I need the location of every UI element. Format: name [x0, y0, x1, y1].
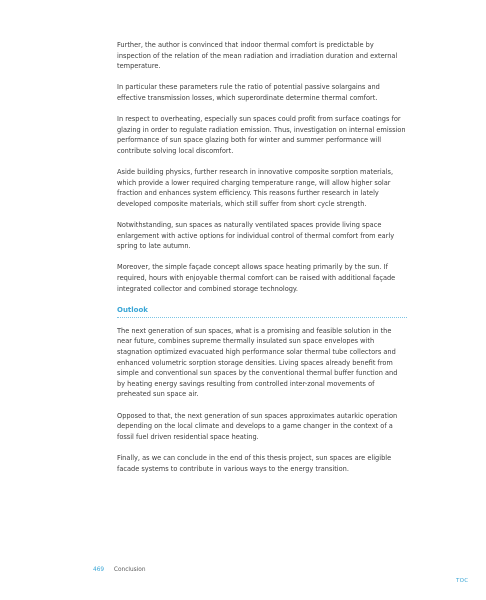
footer-section-title: Conclusion — [113, 567, 146, 573]
paragraph: Aside building physics, further research in innovative composite sorption materials, which provide a lower required charging temperature range, will allow higher solar fraction and enhances system efficiency. This reasons further research in lately developed composite materials, which still suffer from short cycle strength. — [117, 168, 394, 208]
page-footer — [93, 566, 146, 574]
paragraph: In respect to overheating, especially sun spaces could profit from surface coatings for glazing in order to regulate radiation emission. Thus, investigation on internal emission performance of sun space glazing both for winter and summer performance will contribute solving local discomfort. — [117, 115, 406, 155]
section-heading-outlook: Outlook — [117, 305, 407, 318]
page-content — [117, 40, 407, 485]
paragraph: Notwithstanding, sun spaces as naturally ventilated spaces provide living space enlargement with active options for individual control of thermal comfort from early spring to late autumn. — [117, 221, 395, 251]
section-heading-wrapper — [117, 305, 407, 318]
page-number: 469 — [93, 567, 105, 573]
paragraph: The next generation of sun spaces, what is a promising and feasible solution in the near future, combines supreme thermally insulated sun space envelopes with stagnation optimized evacuated high performance solar thermal tube collectors and enhanced volumetric sorption storage densities. Living spaces already benefit from simple and conventional sun spaces by the conventional thermal buffer function and by heating energy savings resulting from controlled inter-zonal movements of preheated sun space air. — [117, 326, 398, 399]
paragraph: Further, the author is convinced that indoor thermal comfort is predictable by inspection of the relation of the mean radiation and irradiation duration and external temperature. — [117, 41, 398, 71]
paragraph: In particular these parameters rule the ratio of potential passive solargains and effective transmission losses, which superordinate determine thermal comfort. — [117, 83, 380, 102]
paragraph: Opposed to that, the next generation of sun spaces approximates autarkic operation depending on the local climate and develops to a game changer in the context of a fossil fuel driven residential space heating. — [117, 411, 398, 441]
paragraph: Finally, as we can conclude in the end of this thesis project, sun spaces are eligible facade systems to contribute in various ways to the energy transition. — [117, 453, 392, 473]
toc-link[interactable]: TOC — [456, 578, 469, 584]
paragraph: Moreover, the simple façade concept allows space heating primarily by the sun. If required, hours with enjoyable thermal comfort can be raised with additional façade integrated collector and combined storage technology. — [117, 263, 396, 293]
